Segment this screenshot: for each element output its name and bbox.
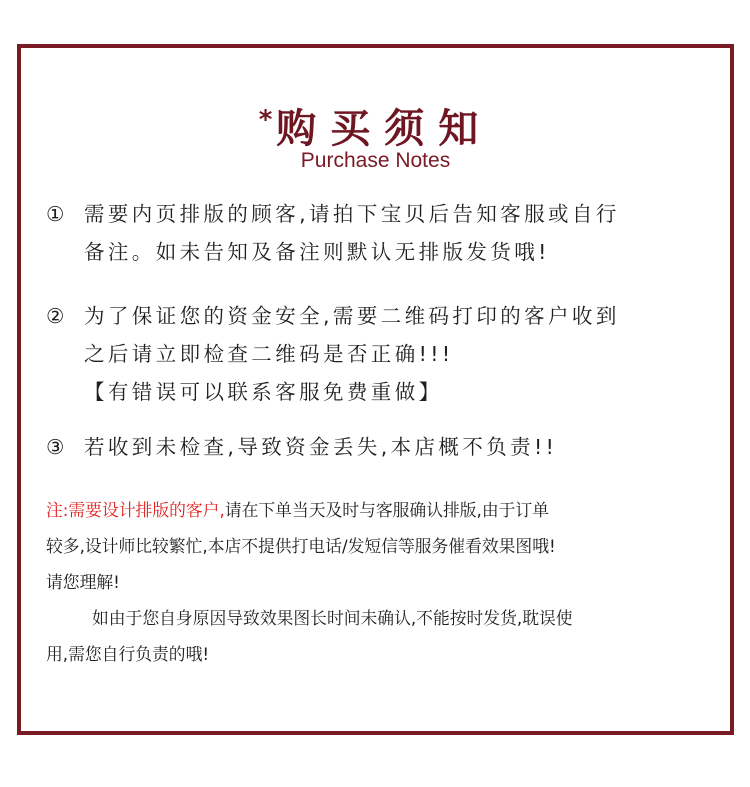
note-item-3 — [46, 428, 726, 466]
note-item-1 — [46, 195, 726, 271]
design-notice — [46, 492, 726, 672]
design-notice-line: 较多,设计师比较繁忙,本店不提供打电话/发短信等服务催看效果图哦! — [46, 536, 556, 556]
title-text: 购买须知 — [276, 106, 493, 152]
page-title — [21, 96, 730, 153]
design-notice-highlight: 注:需要设计排版的客户, — [46, 500, 225, 520]
note-number: ② — [46, 304, 68, 328]
note-text-line: 之后请立即检查二维码是否正确!!! — [84, 342, 454, 366]
note-text-line: 需要内页排版的顾客,请拍下宝贝后告知客服或自行 — [84, 202, 620, 226]
note-text-line: 为了保证您的资金安全,需要二维码打印的客户收到 — [84, 304, 620, 328]
page-subtitle: Purchase Notes — [300, 149, 451, 172]
note-number: ③ — [46, 435, 68, 459]
title-star: * — [258, 105, 277, 135]
design-notice-line — [46, 492, 726, 528]
design-notice-line: 请您理解! — [46, 572, 120, 592]
note-item-2 — [46, 297, 726, 411]
note-number: ① — [46, 202, 68, 226]
design-notice-line: 用,需您自行负责的哦! — [46, 644, 210, 664]
note-text-line: 【有错误可以联系客服免费重做】 — [84, 380, 443, 404]
note-text-line: 若收到未检查,导致资金丢失,本店概不负责!! — [84, 435, 558, 459]
design-notice-text: 请在下单当天及时与客服确认排版,由于订单 — [224, 500, 549, 520]
design-notice-line: 如由于您自身原因导致效果图长时间未确认,不能按时发货,耽误使 — [92, 608, 573, 628]
note-text-line: 备注。如未告知及备注则默认无排版发货哦! — [84, 240, 550, 264]
purchase-notes-frame — [17, 44, 734, 735]
